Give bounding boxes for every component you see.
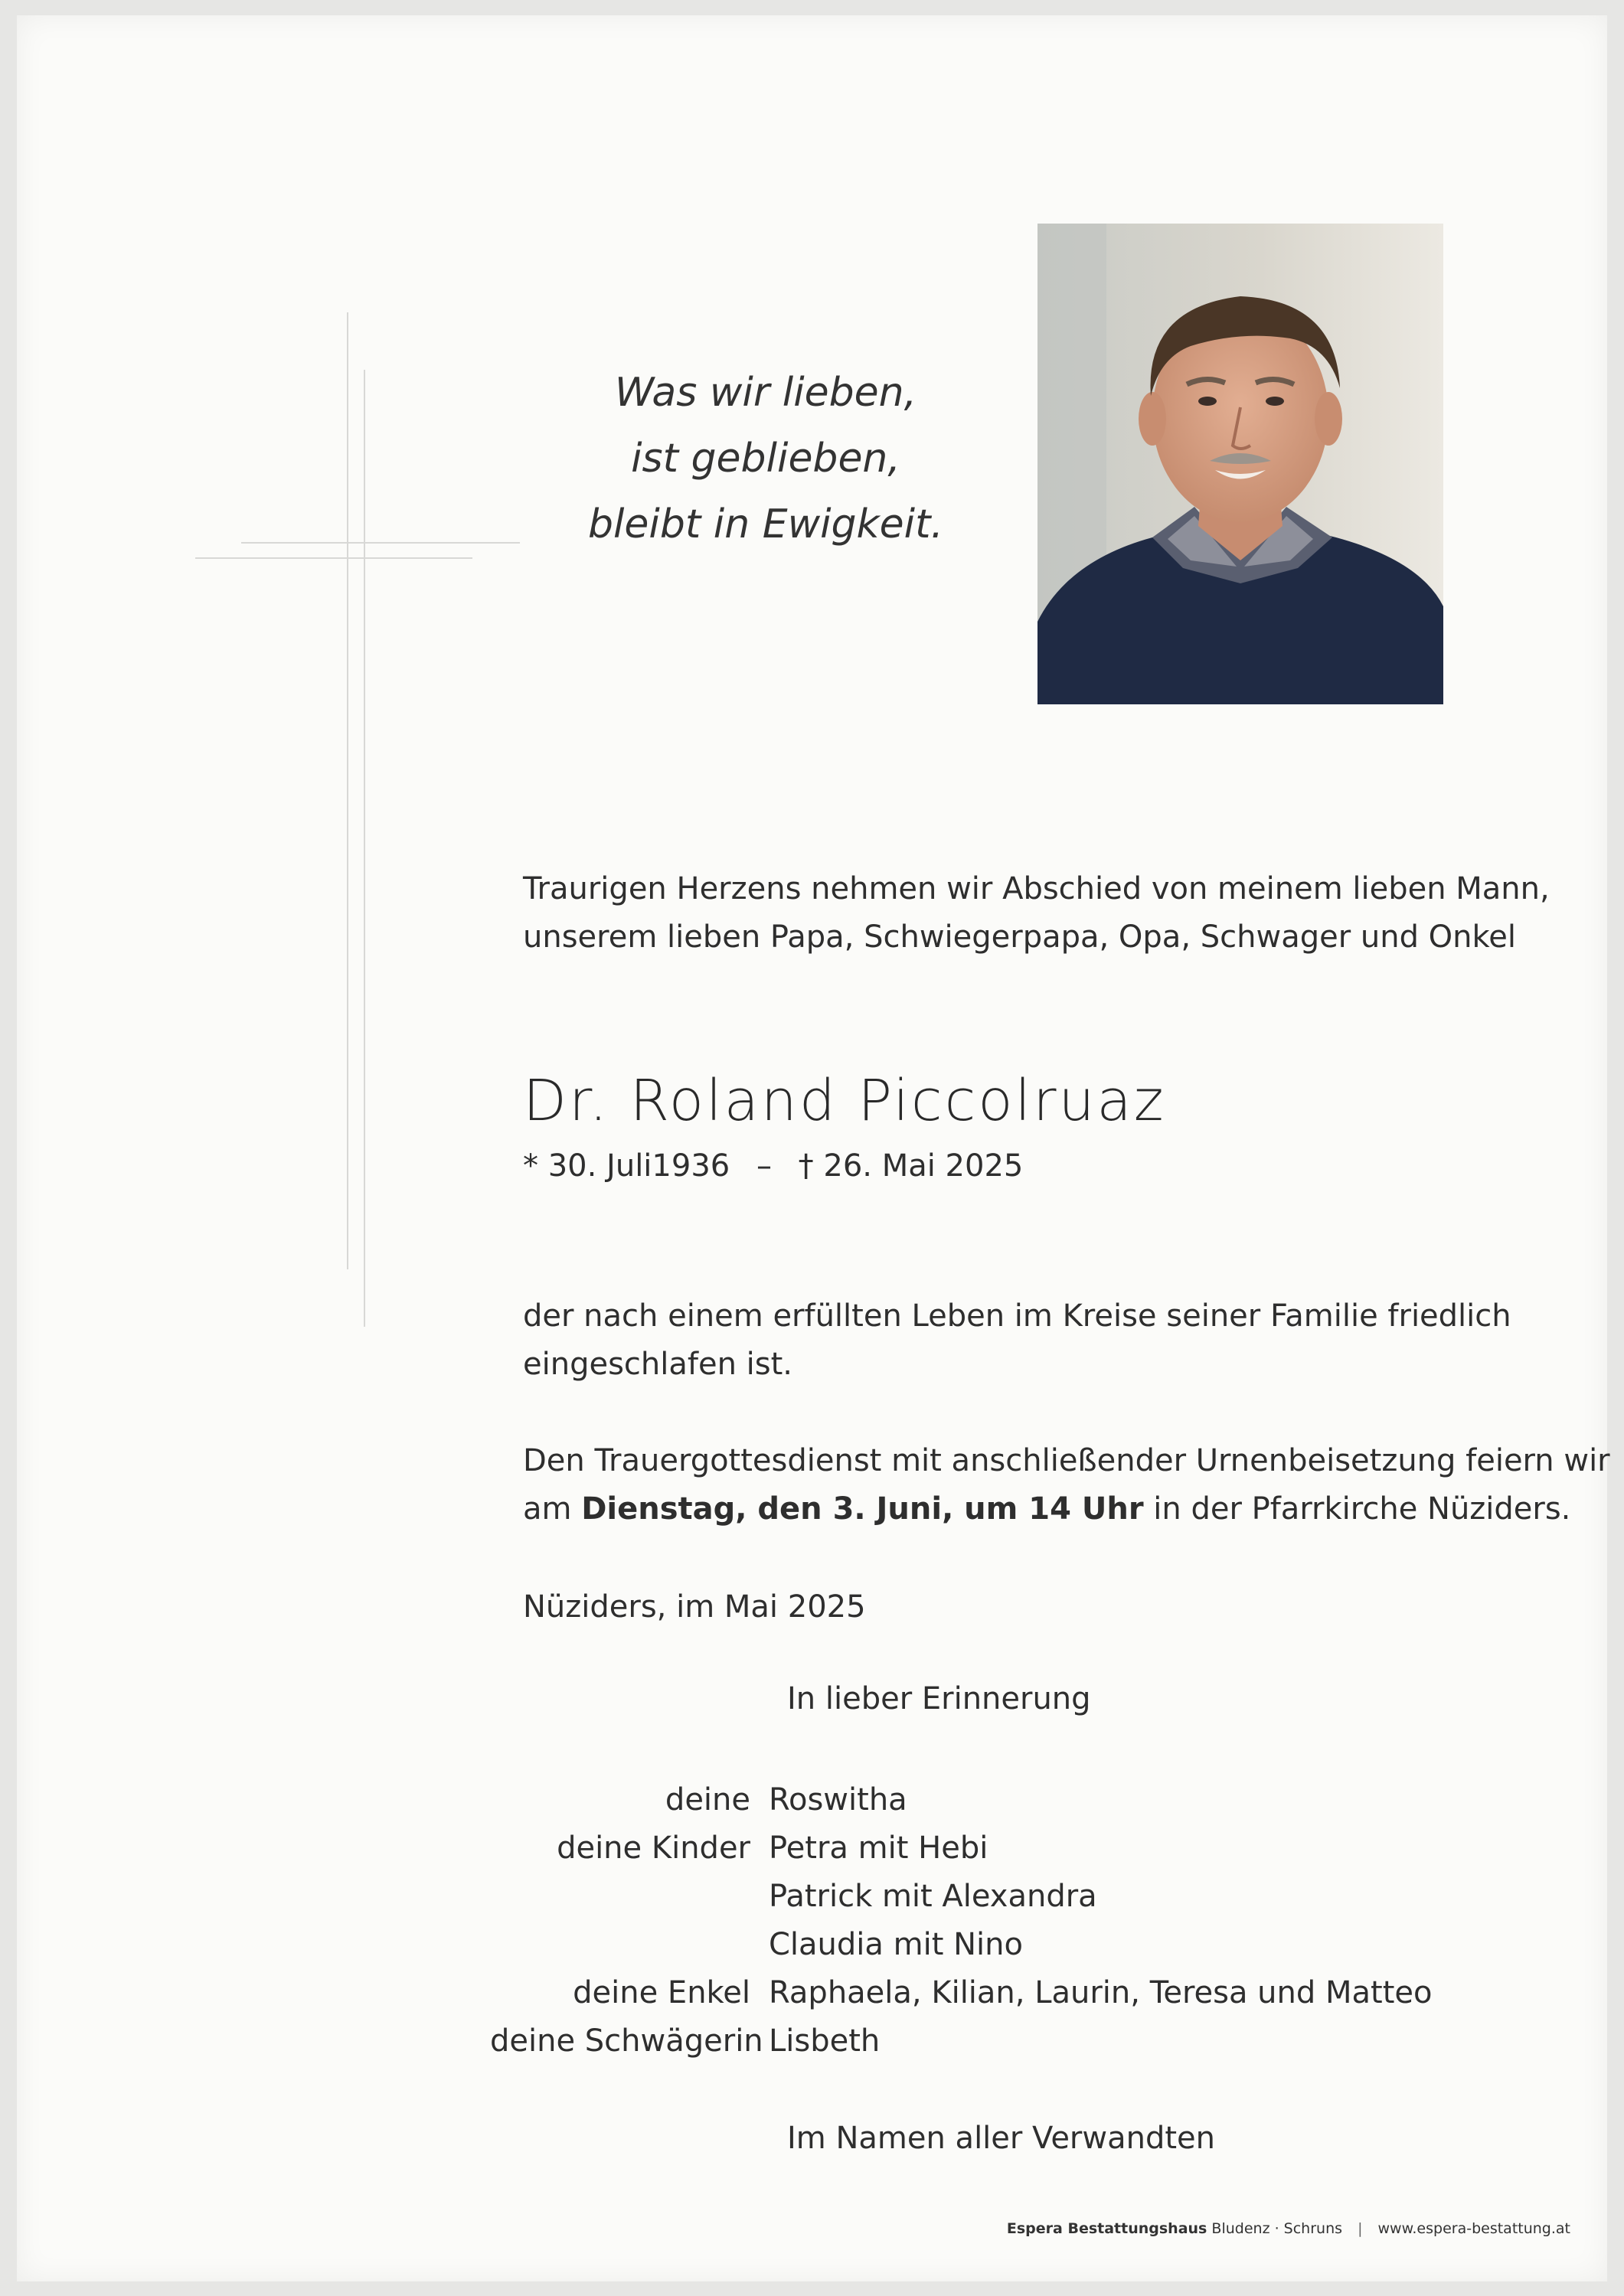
intro-text	[523, 865, 1550, 962]
mourner-names: Claudia mit Nino	[769, 1927, 1023, 1962]
mourner-relation	[490, 1921, 769, 1969]
mourner-names: Patrick mit Alexandra	[769, 1879, 1097, 1914]
intro-line-2: unserem lieben Papa, Schwiegerpapa, Opa, Schwager und Onkel	[523, 919, 1516, 955]
service-text	[523, 1437, 1610, 1533]
service-line-2	[523, 1485, 1610, 1533]
mourner-relation	[490, 1873, 769, 1921]
footer-locations: Bludenz · Schruns	[1211, 2220, 1343, 2237]
mourner-row	[490, 1776, 1432, 1824]
service-date-time: Dienstag, den 3. Juni, um 14 Uhr	[581, 1491, 1144, 1527]
mourner-row	[490, 1921, 1432, 1969]
footer-brand: Espera Bestattungshaus	[1006, 2220, 1207, 2237]
mourners-list	[490, 1776, 1432, 2066]
service-prefix: am	[523, 1491, 582, 1527]
mourner-relation: deine Kinder	[557, 1831, 750, 1866]
intro-line-1: Traurigen Herzens nehmen wir Abschied von meinem lieben Mann,	[523, 871, 1550, 906]
mourner-relation: deine Schwägerin	[490, 2023, 763, 2059]
mourner-names: Raphaela, Kilian, Laurin, Teresa und Matteo	[769, 1975, 1433, 2010]
portrait-photo	[1037, 224, 1443, 704]
life-dates	[523, 1148, 1023, 1184]
mourner-relation: deine Enkel	[573, 1975, 750, 2010]
motto-line-3: bleibt in Ewigkeit.	[587, 501, 944, 547]
service-line-1: Den Trauergottesdienst mit anschließender Urnenbeisetzung feiern wir	[523, 1443, 1610, 1478]
date-dash: –	[756, 1148, 772, 1184]
mourner-row	[490, 1873, 1432, 1921]
mourner-row	[490, 2017, 1432, 2066]
motto-verse	[536, 360, 995, 557]
mourner-names: Petra mit Hebi	[769, 1831, 988, 1866]
footer	[1007, 2220, 1570, 2237]
service-location: in der Pfarrkirche Nüziders.	[1143, 1491, 1571, 1527]
place-date: Nüziders, im Mai 2025	[523, 1589, 866, 1625]
passing-text	[523, 1292, 1511, 1389]
mourner-names: Roswitha	[769, 1782, 907, 1818]
footer-website[interactable]: www.espera-bestattung.at	[1377, 2220, 1570, 2237]
birth-date: * 30. Juli1936	[523, 1148, 730, 1184]
motto-line-2: ist geblieben,	[631, 436, 900, 482]
mourner-relation: deine	[665, 1782, 750, 1818]
closing-line: Im Namen aller Verwandten	[787, 2121, 1215, 2156]
mourner-row	[490, 1824, 1432, 1873]
mourner-row	[490, 1969, 1432, 2017]
mourner-names: Lisbeth	[769, 2023, 881, 2059]
passing-line-2: eingeschlafen ist.	[523, 1347, 792, 1382]
footer-separator: |	[1358, 2220, 1363, 2237]
deceased-name: Dr. Roland Piccolruaz	[523, 1068, 1166, 1134]
passing-line-1: der nach einem erfüllten Leben im Kreise seiner Familie friedlich	[523, 1298, 1511, 1334]
remembrance-line: In lieber Erinnerung	[787, 1681, 1091, 1716]
death-date: † 26. Mai 2025	[798, 1148, 1024, 1184]
motto-line-1: Was wir lieben,	[614, 370, 917, 416]
